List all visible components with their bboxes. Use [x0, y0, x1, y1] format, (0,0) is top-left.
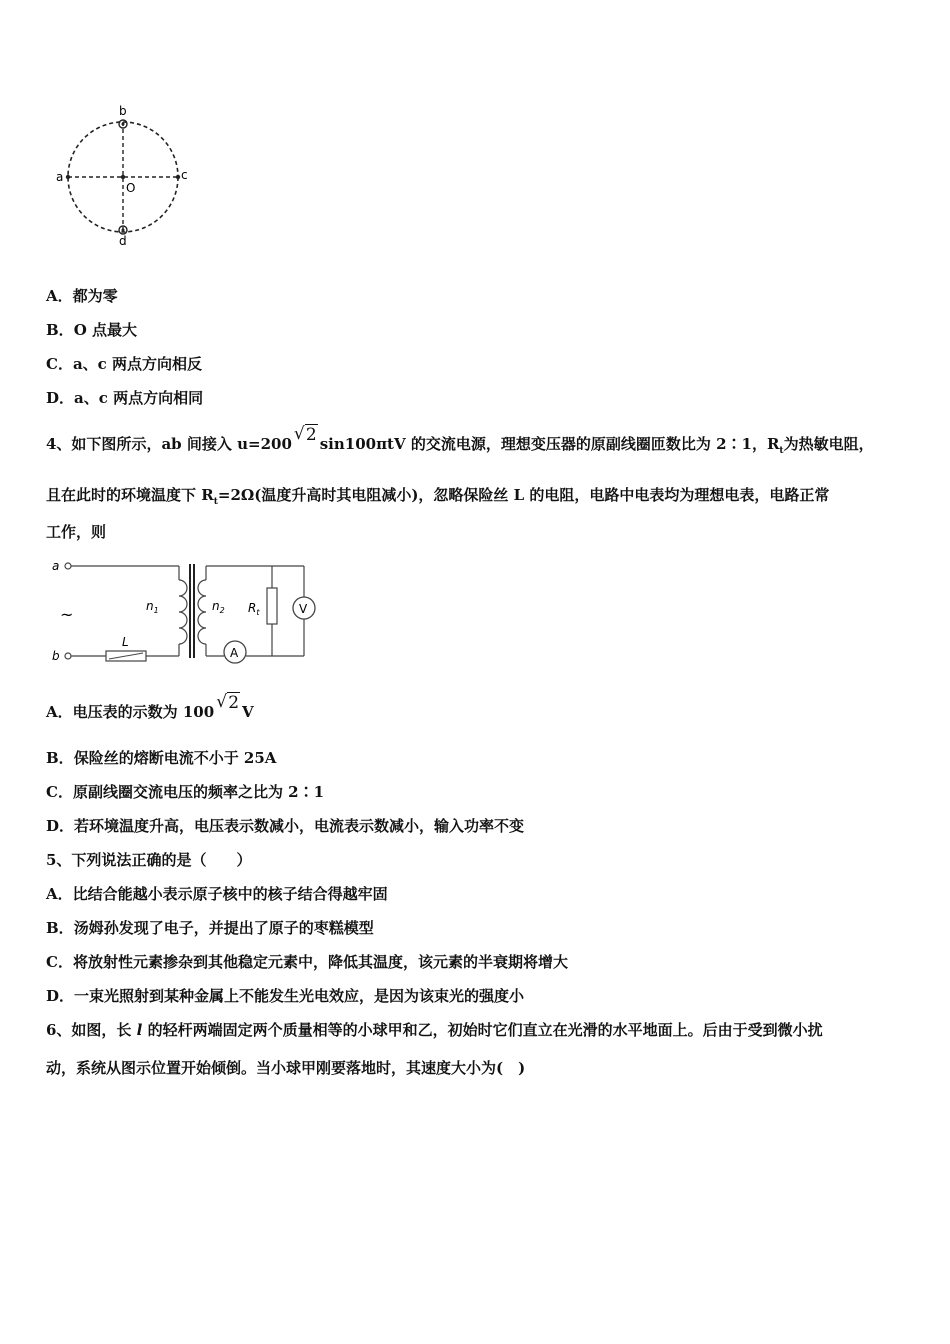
label-c: c: [181, 168, 188, 182]
q5-option-a: A．比结合能越小表示原子核中的核子结合得越牢固: [46, 885, 388, 903]
primary-coil: [179, 580, 187, 644]
terminal-b-label: b: [52, 649, 60, 663]
point-a-marker: [66, 175, 70, 179]
figure-circle-diagram: [50, 100, 200, 250]
q4-option-b: B．保险丝的熔断电流不小于 25A: [46, 749, 277, 767]
q5-option-c: C．将放射性元素掺杂到其他稳定元素中，降低其温度，该元素的半衰期将增大: [46, 953, 568, 971]
q5-stem: 5、下列说法正确的是（ ）: [46, 851, 252, 869]
q4-option-c: C．原副线圈交流电压的频率之比为 2∶1: [46, 783, 325, 801]
thermistor-Rt: [267, 588, 277, 624]
ac-source-symbol: ~: [60, 605, 74, 624]
q5-option-d: D．一束光照射到某种金属上不能发生光电效应，是因为该束光的强度小: [46, 987, 525, 1005]
q4-option-d: D．若环境温度升高，电压表示数减小，电流表示数减小，输入功率不变: [46, 817, 525, 835]
q3-option-a: A．都为零: [46, 287, 118, 305]
q3-option-d: D．a、c 两点方向相同: [46, 389, 204, 407]
label-a: a: [56, 170, 64, 184]
q4-stem-line3: 工作，则: [46, 523, 107, 541]
terminal-a: [65, 563, 71, 569]
q3-option-b: B．O 点最大: [46, 321, 137, 339]
secondary-coil: [198, 580, 206, 644]
terminal-a-label: a: [52, 559, 60, 573]
terminal-b: [65, 653, 71, 659]
sqrt-symbol: √ 2: [294, 425, 318, 445]
n2-label: $n_2$: [212, 599, 225, 615]
figure-transformer-circuit: [46, 558, 336, 668]
label-o: O: [126, 181, 136, 195]
label-b: b: [119, 104, 127, 118]
q6-stem-line2: 动，系统从图示位置开始倾倒。当小球甲刚要落地时，其速度大小为( ): [46, 1059, 526, 1077]
q4-option-a: A．电压表的示数为 100√ 2 V: [46, 702, 254, 722]
q4-stem-line2: 且在此时的环境温度下 $R_t=2\Omega$(温度升高时其电阻减小)，忽略保险丝 L 的电阻，电路中电表均为理想电表，电路正常: [46, 486, 830, 507]
fuse-label: L: [122, 635, 129, 649]
ammeter-label: A: [230, 646, 239, 660]
q3-option-c: C．a、c 两点方向相反: [46, 355, 203, 373]
thermistor-label: $R_t$: [248, 601, 260, 617]
label-d: d: [119, 234, 127, 248]
q6-stem-line1: 6、如图，长 l 的轻杆两端固定两个质量相等的小球甲和乙，初始时它们直立在光滑的水平地面上。后由于受到微小扰: [46, 1021, 823, 1039]
q4-stem-line1: 4、如下图所示，ab 间接入 u=200√ 2 sin100πtV 的交流电源，理想变压器的原副线圈匝数比为 2∶1，$R_t$为热敏电阻，: [46, 434, 874, 461]
point-o-marker: [121, 175, 125, 179]
point-c-marker: [176, 175, 180, 179]
n1-label: $n_1$: [146, 599, 159, 615]
sqrt-symbol: √ 2: [216, 693, 240, 713]
q5-option-b: B．汤姆孙发现了电子，并提出了原子的枣糕模型: [46, 919, 374, 937]
voltmeter-label: V: [299, 602, 308, 616]
